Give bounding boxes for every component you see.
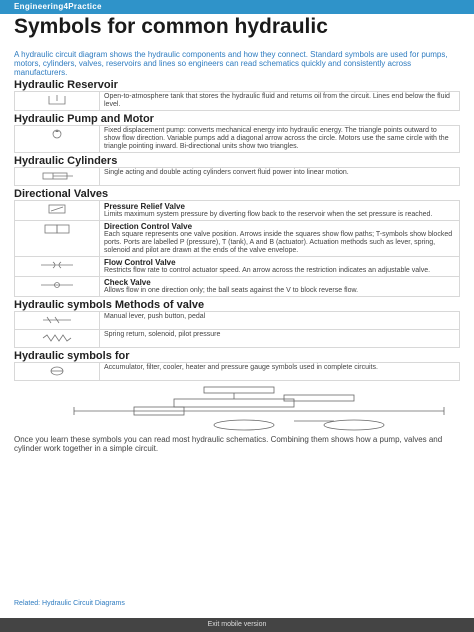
symbol-description: Limits maximum system pressure by diverting flow back to the reservoir when the set pressure is reached.	[104, 211, 433, 218]
intro-paragraph: A hydraulic circuit diagram shows the hydraulic components and how they connect. Standard symbols are used for pumps, motors, cylinders, valves, reservoirs and lines so engineers can read schematics quickly and consistently across manufacturers.	[14, 50, 448, 77]
symbol-description: Each square represents one valve position. Arrows inside the squares show flow paths; T-symbols show blocked ports. Ports are labelled P (pressure), T (tank), A and B (actuator). Actuation methods such as lever, spring, solenoid and pilot are drawn at the ends of the valve envelope.	[104, 231, 453, 254]
symbol-description: Manual lever, push button, pedal	[104, 313, 206, 320]
symbol-cell	[15, 312, 100, 330]
description-cell	[100, 312, 460, 330]
symbol-cell	[15, 92, 100, 111]
symbol-description: Allows flow in one direction only; the ball seats against the V to block reverse flow.	[104, 287, 359, 294]
symbol-heading: Pressure Relief Valve	[104, 202, 185, 211]
control-valve-icon	[37, 224, 77, 234]
description-cell	[100, 168, 460, 186]
symbol-table	[14, 200, 460, 297]
table-row	[15, 330, 460, 348]
symbol-cell	[15, 126, 100, 153]
pump-icon	[37, 129, 77, 139]
symbol-cell	[15, 330, 100, 348]
symbol-table	[14, 362, 460, 381]
description-cell	[100, 92, 460, 111]
table-row	[15, 92, 460, 111]
symbol-heading: Direction Control Valve	[104, 222, 193, 231]
cylinder-icon	[37, 171, 77, 181]
accumulator-icon	[37, 366, 77, 376]
description-cell	[100, 277, 460, 297]
symbol-cell	[15, 221, 100, 257]
table-row	[15, 221, 460, 257]
symbol-table	[14, 311, 460, 348]
symbol-heading: Check Valve	[104, 278, 151, 287]
symbol-cell	[15, 201, 100, 221]
description-cell	[100, 126, 460, 153]
mobile-footer[interactable]	[0, 618, 474, 632]
related-link[interactable]: Related: Hydraulic Circuit Diagrams	[14, 600, 125, 607]
section-title: Hydraulic symbols Methods of valve	[14, 299, 205, 311]
circuit-diagram	[14, 385, 460, 433]
symbol-cell	[15, 257, 100, 277]
description-cell	[100, 363, 460, 381]
symbol-cell	[15, 363, 100, 381]
table-row	[15, 257, 460, 277]
symbol-sections	[14, 79, 460, 381]
symbol-description: Fixed displacement pump: converts mechanical energy into hydraulic energy. The triangle points outward to show flow direction. Variable pumps add a diagonal arrow across the circle. Motors use the same circle with the triangle pointing inward. Bi-directional units show two triangles.	[104, 127, 449, 150]
description-cell	[100, 330, 460, 348]
table-row	[15, 312, 460, 330]
description-cell	[100, 201, 460, 221]
spring-icon	[37, 333, 77, 343]
symbol-description: Single acting and double acting cylinders convert fluid power into linear motion.	[104, 169, 349, 176]
symbol-cell	[15, 168, 100, 186]
symbol-description: Restricts flow rate to control actuator speed. An arrow across the restriction indicates an adjustable valve.	[104, 267, 431, 274]
outro-paragraph: Once you learn these symbols you can read most hydraulic schematics. Combining them shows how a pump, valves and cylinder work together in a simple circuit.	[14, 435, 443, 453]
symbol-description: Accumulator, filter, cooler, heater and pressure gauge symbols used in complete circuits.	[104, 364, 378, 371]
check-icon	[37, 280, 77, 290]
table-row	[15, 363, 460, 381]
section-title: Hydraulic Cylinders	[14, 155, 118, 167]
table-row	[15, 168, 460, 186]
top-bar	[0, 0, 474, 14]
lever-icon	[37, 315, 77, 325]
page-title: Symbols for common hydraulic	[14, 15, 328, 38]
symbol-heading: Flow Control Valve	[104, 258, 176, 267]
exit-mobile-link[interactable]: Exit mobile version	[207, 621, 267, 628]
section-title: Hydraulic Pump and Motor	[14, 113, 154, 125]
description-cell	[100, 221, 460, 257]
reservoir-icon	[37, 95, 77, 105]
document-header	[0, 14, 474, 46]
valve-icon	[37, 204, 77, 214]
symbol-table	[14, 91, 460, 111]
check-valve-icon	[37, 260, 77, 270]
section-title: Hydraulic Reservoir	[14, 79, 118, 91]
section-title: Hydraulic symbols for	[14, 350, 130, 362]
table-row	[15, 126, 460, 153]
table-row	[15, 277, 460, 297]
section-title: Directional Valves	[14, 188, 109, 200]
symbol-table	[14, 125, 460, 153]
symbol-description: Spring return, solenoid, pilot pressure	[104, 331, 221, 338]
symbol-table	[14, 167, 460, 186]
symbol-cell	[15, 277, 100, 297]
document-body	[14, 46, 460, 453]
site-name[interactable]: Engineering4Practice	[14, 2, 102, 11]
symbol-description: Open-to-atmosphere tank that stores the hydraulic fluid and returns oil from the circuit. Lines end below the fluid level.	[104, 93, 450, 108]
table-row	[15, 201, 460, 221]
description-cell	[100, 257, 460, 277]
